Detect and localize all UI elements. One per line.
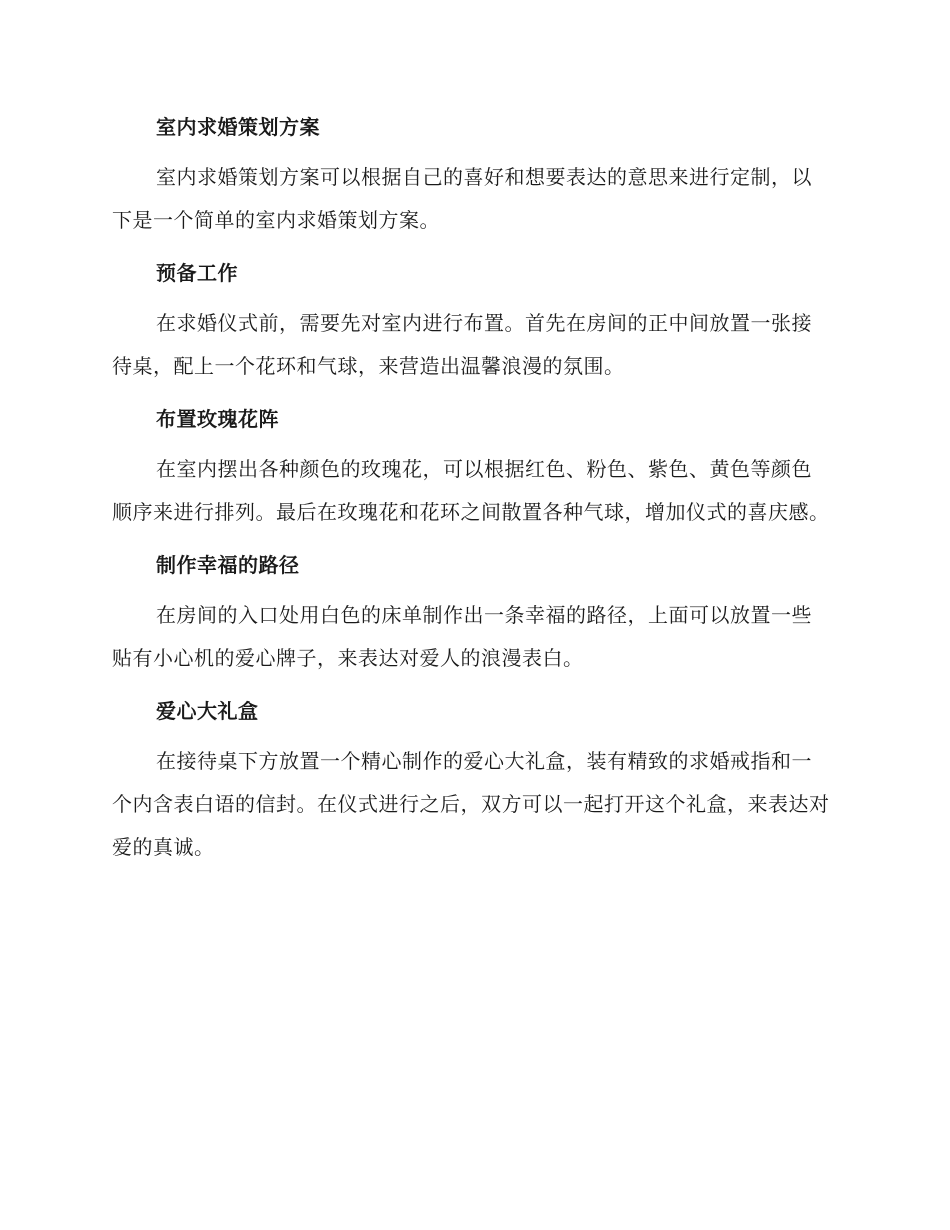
section-paragraph: 在求婚仪式前，需要先对室内进行布置。首先在房间的正中间放置一张接待桌，配上一个花环和气球，来营造出温馨浪漫的氛围。 [112,311,812,378]
section-happy-path [112,546,832,680]
section-paragraph: 在接待桌下方放置一个精心制作的爱心大礼盒，装有精致的求婚戒指和一个内含表白语的信封。在仪式进行之后，双方可以一起打开这个礼盒，来表达对爱的真诚。 [112,749,830,859]
title-section [112,108,832,242]
section-preparation [112,254,832,388]
section-gift-box [112,692,832,869]
document-title: 室内求婚策划方案 [156,115,320,139]
section-paragraph: 在房间的入口处用白色的床单制作出一条幸福的路径，上面可以放置一些贴有小心机的爱心牌子，来表达对爱人的浪漫表白。 [112,603,812,670]
document-page [112,108,832,869]
section-paragraph: 在室内摆出各种颜色的玫瑰花，可以根据红色、粉色、紫色、黄色等颜色顺序来进行排列。最后在玫瑰花和花环之间散置各种气球，增加仪式的喜庆感。 [112,457,830,524]
intro-paragraph: 室内求婚策划方案可以根据自己的喜好和想要表达的意思来进行定制，以下是一个简单的室内求婚策划方案。 [112,165,812,232]
section-heading: 布置玫瑰花阵 [156,407,279,431]
section-heading: 爱心大礼盒 [156,699,259,723]
section-heading: 制作幸福的路径 [156,553,300,577]
section-heading: 预备工作 [156,261,238,285]
section-rose-array [112,400,832,534]
